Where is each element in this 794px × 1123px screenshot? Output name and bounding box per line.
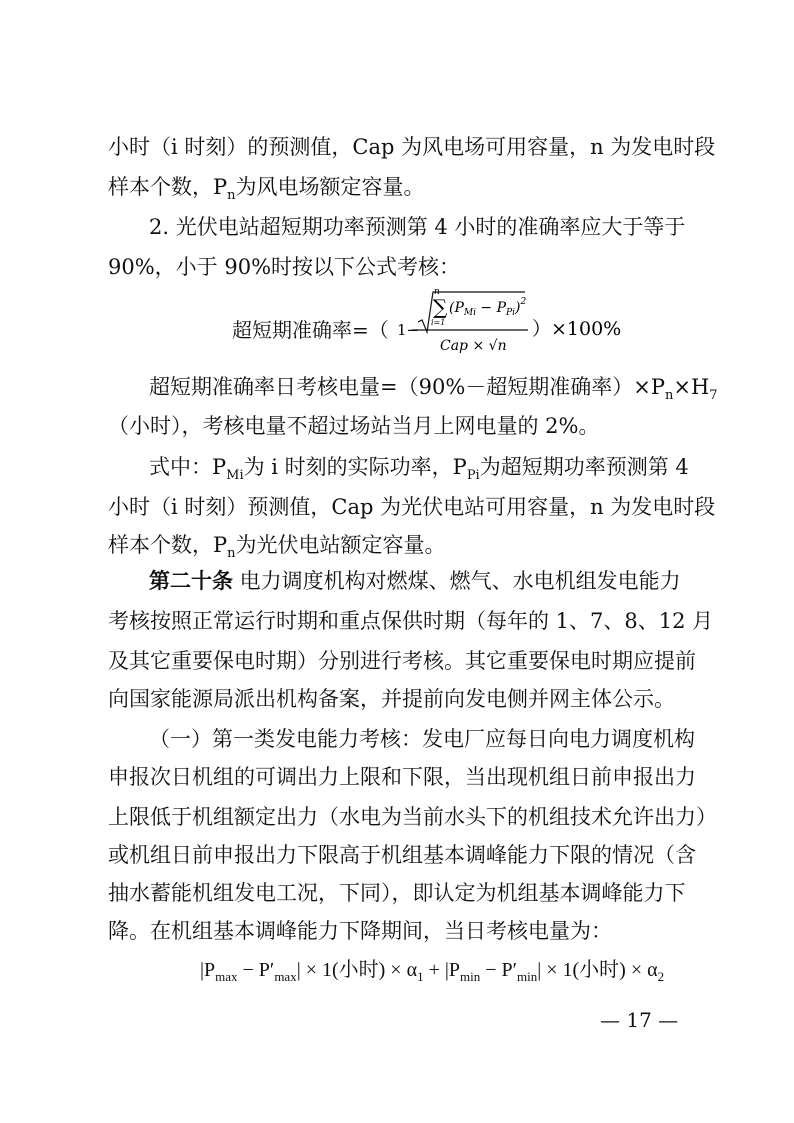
paragraph-line: 样本个数，$P_n$为光伏电站额定容量。	[108, 533, 446, 562]
sum-bottom: i=1	[431, 318, 446, 327]
paragraph-line: 或机组日前申报出力下限高于机组基本调峰能力下限的情况（含	[108, 843, 696, 867]
sum-top: n	[434, 287, 440, 297]
article-number: 第二十条	[149, 569, 233, 593]
paragraph-line: 小时（i 时刻）预测值，Cap 为光伏电站可用容量，n 为发电时段	[108, 495, 716, 519]
paragraph-line: 式中：$P_{Mi}$为 i 时刻的实际功率，$P_{Pi}$为超短期功率预测第 4	[149, 455, 689, 484]
paragraph-line: 抽水蓄能机组发电工况，下同），即认定为机组基本调峰能力下	[108, 881, 686, 905]
formula-label: 超短期准确率=（	[232, 318, 389, 342]
one-minus: 1−	[397, 321, 420, 339]
paragraph-line: （一）第一类发电能力考核：发电厂应每日向电力调度机构	[149, 727, 695, 751]
paragraph-line: 90%，小于 90%时按以下公式考核：	[108, 255, 461, 279]
accuracy-formula	[232, 284, 632, 356]
sum-term: $(P_{Mi} - P_{Pi})^2$	[449, 297, 527, 318]
paragraph-line: （小时），考核电量不超过场站当月上网电量的 2%。	[108, 414, 600, 438]
capacity-formula: $|P_{max} - P'_{max}| \times 1$(小时) × $\alpha_1 + |P_{min} - P'_{min}| \times 1$(小时) × $\alpha_2$	[200, 959, 665, 984]
paragraph-line: 样本个数，$P_n$为风电场额定容量。	[108, 175, 425, 204]
article-heading-line: 第二十条 电力调度机构对燃煤、燃气、水电机组发电能力	[149, 569, 681, 593]
paragraph-line: 2. 光伏电站超短期功率预测第 4 小时的准确率应大于等于	[149, 215, 686, 239]
page-number: — 17 —	[600, 1008, 679, 1032]
paragraph-line: 考核按照正常运行时期和重点保供时期（每年的 1、7、8、12 月	[108, 609, 714, 633]
sum-sign: ∑	[433, 295, 448, 319]
formula-suffix: ）×100%	[532, 318, 622, 340]
formula-fraction	[232, 284, 632, 356]
paragraph-line: 申报次日机组的可调出力上限和下限，当出现机组日前申报出力	[108, 765, 696, 789]
paragraph-line: 上限低于机组额定出力（水电为当前水头下的机组技术允许出力）	[108, 805, 717, 829]
paragraph-line: 降。在机组基本调峰能力下降期间，当日考核电量为：	[108, 919, 612, 943]
paragraph-line: 小时（i 时刻）的预测值，Cap 为风电场可用容量，n 为发电时段	[108, 135, 716, 159]
paragraph-line: 超短期准确率日考核电量=（90%－超短期准确率）$\times P_n\times H_7$	[149, 375, 718, 404]
denominator: Cap × √n	[440, 338, 507, 354]
paragraph-line: 及其它重要保电时期）分别进行考核。其它重要保电时期应提前	[108, 649, 696, 673]
paragraph-line: 向国家能源局派出机构备案，并提前向发电侧并网主体公示。	[108, 687, 675, 711]
